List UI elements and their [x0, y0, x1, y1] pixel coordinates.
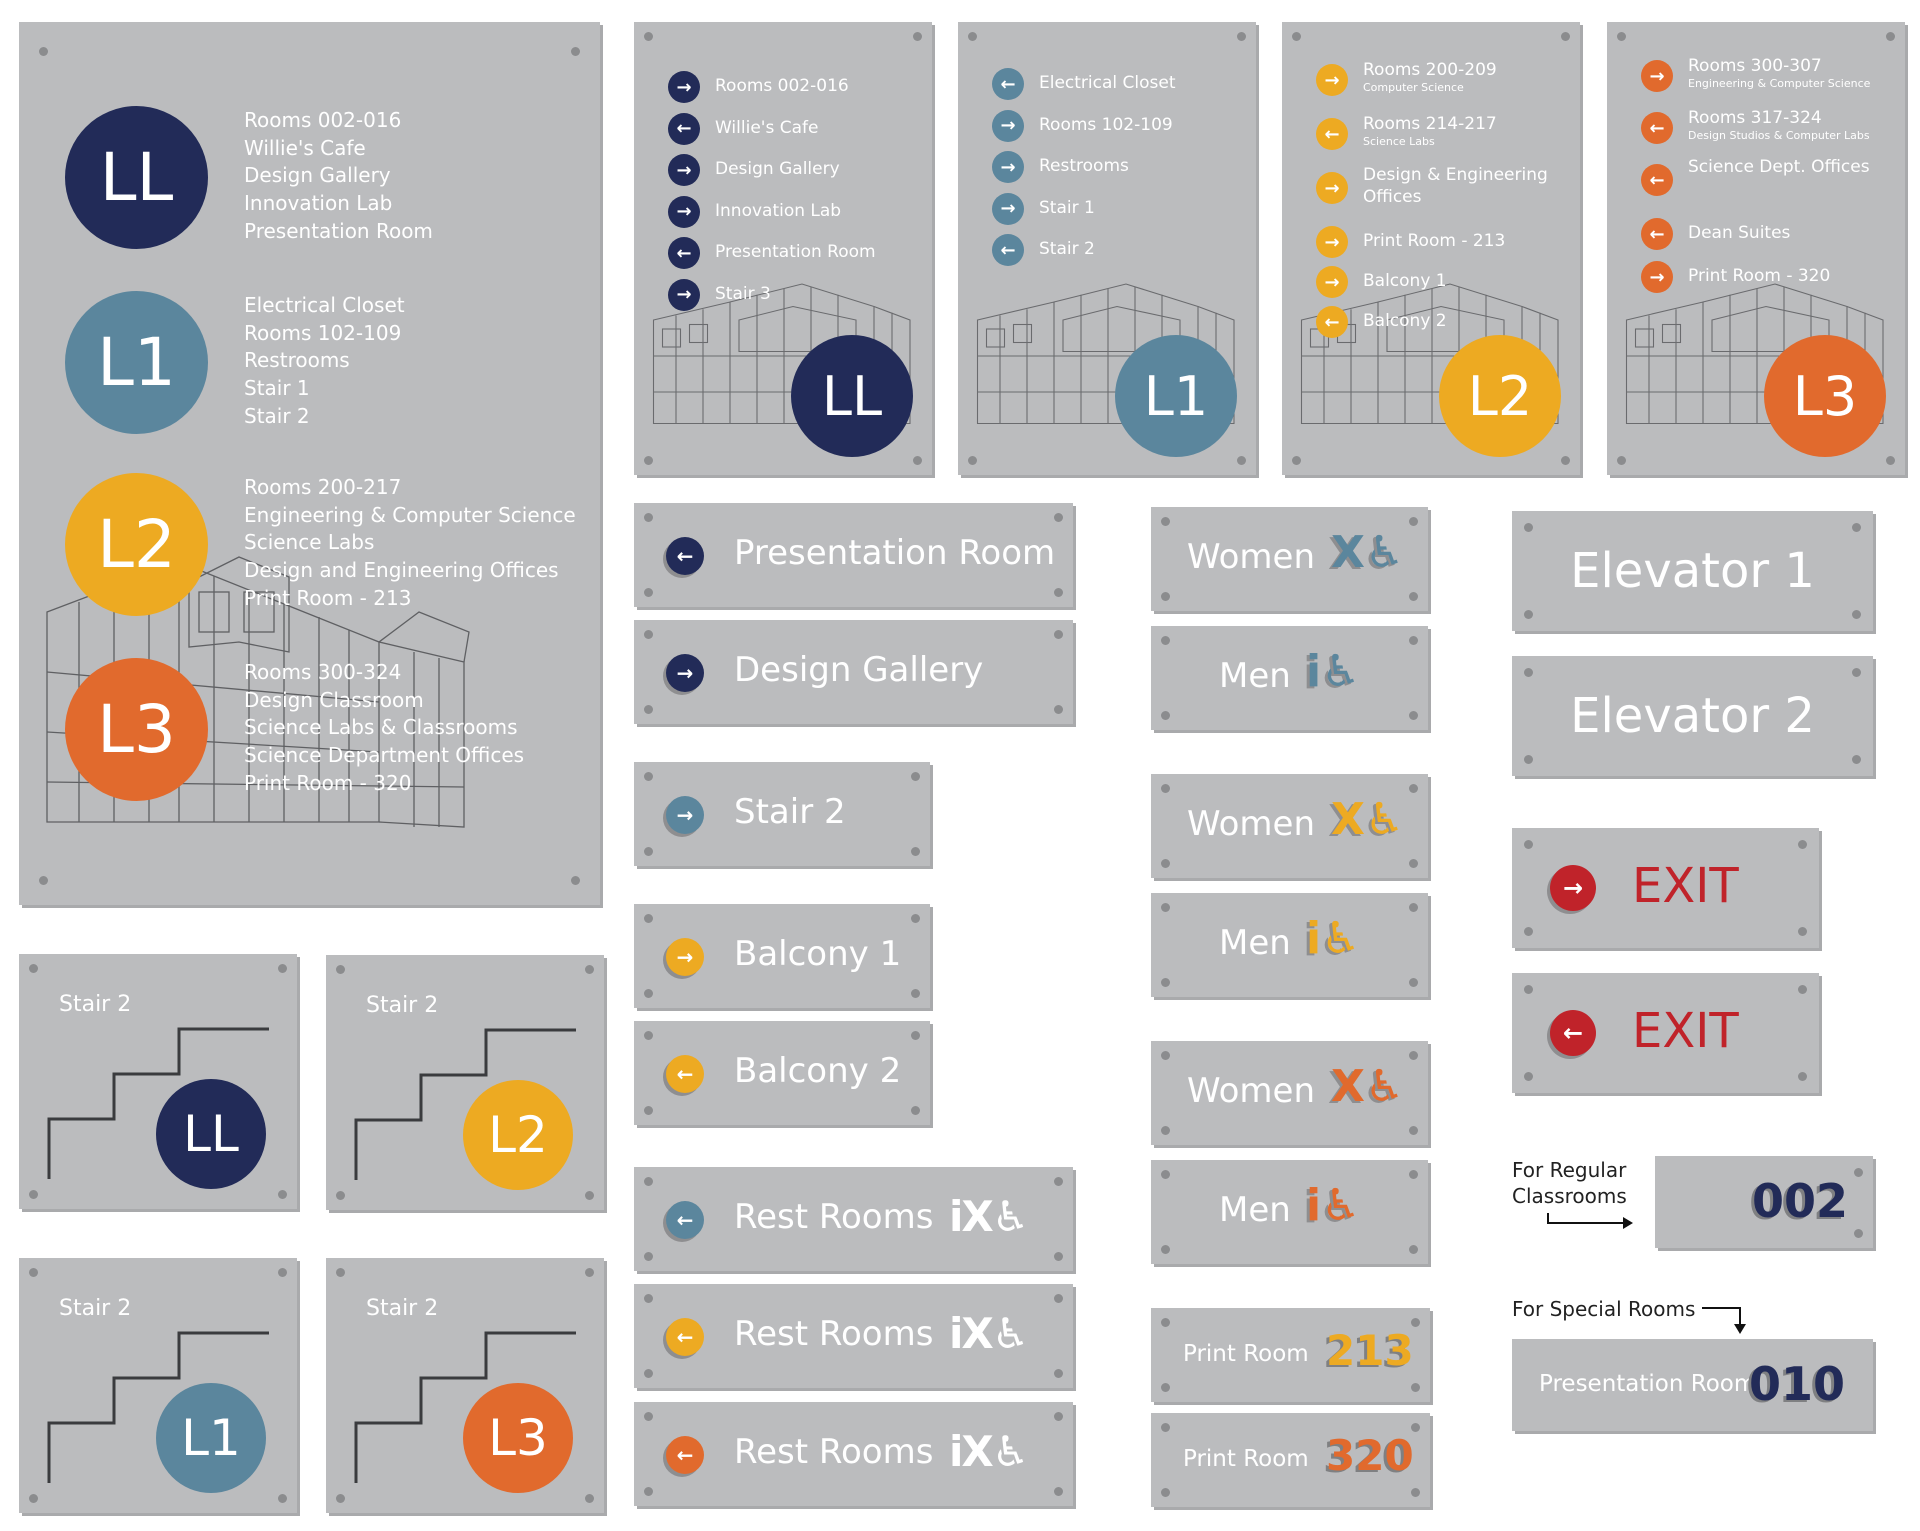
restroom-icon: X♿ [1331, 794, 1405, 845]
directory-item: Science Labs [244, 530, 375, 555]
exit-sign [1512, 973, 1819, 1093]
exit-label: EXIT [1632, 1003, 1739, 1059]
floor-sign-item: Stair 3 [715, 283, 771, 304]
arrow-icon: → [992, 193, 1024, 225]
level-badge: LL [791, 335, 913, 457]
restroom-icon: X♿ [1331, 1061, 1405, 1112]
arrow-icon: ← [1316, 306, 1348, 338]
print-room-label: Print Room [1183, 1341, 1309, 1367]
directory-item: Electrical Closet [244, 293, 405, 317]
floor-sign-item: Restrooms [1039, 156, 1129, 176]
directional-label: Design Gallery [734, 650, 984, 690]
arrow-icon: ← [666, 1201, 704, 1239]
arrow-down-icon [1700, 1302, 1750, 1336]
level-badge: L3 [463, 1383, 573, 1493]
restroom-icon: iX♿ [949, 1427, 1028, 1476]
floor-sign-item: Rooms 200-209 [1363, 60, 1497, 80]
restroom-sign [1151, 1041, 1428, 1145]
directional-label: Balcony 1 [734, 934, 902, 974]
directory-item: Restrooms [244, 348, 350, 373]
arrow-icon: → [666, 796, 704, 834]
arrow-icon: ← [1316, 118, 1348, 150]
arrow-icon: → [668, 196, 700, 228]
print-room-label: Print Room [1183, 1446, 1309, 1472]
directional-label: Presentation Room [734, 533, 1056, 573]
arrow-icon: → [1316, 64, 1348, 96]
floor-sign-item: Rooms 214-217 [1363, 114, 1497, 134]
arrow-icon: ← [992, 68, 1024, 100]
floor-sign-item: Design & Engineering Offices [1363, 165, 1548, 207]
floor-sign-item: Rooms 300-307 [1688, 56, 1822, 76]
floor-sign-item: Presentation Room [715, 242, 876, 262]
arrow-icon: → [992, 110, 1024, 142]
directory-item: Presentation Room [244, 218, 433, 243]
stair-sign-label: Stair 2 [59, 1296, 132, 1321]
special-room-sign [1512, 1339, 1873, 1431]
directory-item: Design and Engineering Offices [244, 558, 559, 583]
floor-sign-item: Innovation Lab [715, 200, 842, 221]
regular-room-sign [1655, 1156, 1873, 1248]
directional-label: Stair 2 [734, 792, 846, 832]
floor-sign-l1 [958, 22, 1256, 475]
stair-sign-label: Stair 2 [366, 1296, 439, 1321]
directory-item: Design Gallery [244, 163, 391, 188]
directional-label: Rest Rooms [734, 1197, 934, 1237]
directory-item: Innovation Lab [244, 191, 393, 216]
floor-sign-l3 [1607, 22, 1905, 475]
floor-sign-item: Rooms 102-109 [1039, 114, 1173, 135]
directory-sign [19, 22, 600, 905]
floor-sign-ll [634, 22, 932, 475]
restroom-icon: i♿ [1306, 1180, 1361, 1231]
directional-sign [634, 503, 1073, 607]
print-room-number: 320 [1326, 1431, 1414, 1480]
directory-item: Science Labs & Classrooms [244, 715, 518, 740]
restroom-sign [1151, 893, 1428, 997]
directory-item: Stair 2 [244, 403, 310, 428]
stair-sign [19, 954, 297, 1209]
elevator-label: Elevator 2 [1570, 688, 1815, 744]
restroom-label: Men [1219, 656, 1291, 696]
arrow-icon: ← [992, 234, 1024, 266]
stair-sign [326, 955, 604, 1210]
arrow-icon: ← [666, 1055, 704, 1093]
floor-sign-item: Print Room - 320 [1688, 266, 1831, 286]
arrow-icon: → [1641, 60, 1673, 92]
directory-item: Print Room - 320 [244, 770, 412, 795]
directional-sign [634, 1402, 1073, 1506]
level-badge: L3 [1764, 335, 1886, 457]
level-l2-badge: L2 [65, 473, 208, 616]
restroom-label: Women [1187, 804, 1316, 844]
floor-sign-item: Design Gallery [715, 159, 840, 179]
special-room-number: 010 [1748, 1357, 1845, 1411]
elevator-sign [1512, 656, 1873, 776]
arrow-icon: → [668, 71, 700, 103]
floor-sign-subitem: Computer Science [1363, 81, 1464, 94]
floor-sign-item: Rooms 002-016 [715, 76, 849, 96]
directory-item: Stair 1 [244, 376, 310, 401]
floor-sign-item: Stair 2 [1039, 239, 1095, 259]
restroom-icon: i♿ [1306, 646, 1361, 697]
floor-sign-subitem: Design Studios & Computer Labs [1688, 129, 1870, 142]
arrow-icon: ← [1641, 112, 1673, 144]
directional-sign [634, 762, 930, 866]
directional-label: Rest Rooms [734, 1432, 934, 1472]
floor-sign-item: Balcony 1 [1363, 271, 1447, 291]
stair-sign [19, 1258, 297, 1513]
special-room-label: Presentation Room [1539, 1371, 1757, 1397]
directory-item: Science Department Offices [244, 743, 525, 768]
print-room-sign [1151, 1413, 1430, 1507]
floor-sign-item: Rooms 317-324 [1688, 108, 1822, 128]
arrow-icon: → [668, 279, 700, 311]
exit-label: EXIT [1632, 858, 1739, 914]
regular-rooms-caption: For Regular Classrooms [1512, 1158, 1627, 1208]
floor-sign-l2 [1282, 22, 1580, 475]
arrow-icon: → [666, 938, 704, 976]
arrow-icon: ← [668, 113, 700, 145]
arrow-icon: → [992, 151, 1024, 183]
directory-item: Engineering & Computer Science [244, 502, 576, 527]
directory-item: Willie's Cafe [244, 135, 366, 160]
floor-sign-item: Science Dept. Offices [1688, 157, 1870, 177]
arrow-icon: ← [1641, 218, 1673, 250]
directional-label: Balcony 2 [734, 1051, 902, 1091]
arrow-icon: → [1641, 261, 1673, 293]
arrow-icon: ← [1641, 164, 1673, 196]
elevator-sign [1512, 511, 1873, 631]
floor-sign-item: Willie's Cafe [715, 117, 819, 138]
elevator-label: Elevator 1 [1570, 543, 1815, 599]
directional-sign [634, 1021, 930, 1125]
restroom-label: Men [1219, 1190, 1291, 1230]
arrow-icon: → [1550, 865, 1596, 911]
floor-sign-subitem: Engineering & Computer Science [1688, 77, 1871, 90]
directional-label: Rest Rooms [734, 1314, 934, 1354]
restroom-label: Men [1219, 923, 1291, 963]
arrow-icon: ← [668, 237, 700, 269]
arrow-icon: → [1316, 226, 1348, 258]
level-l3-badge: L3 [65, 658, 208, 801]
stair-sign-label: Stair 2 [59, 992, 132, 1017]
floor-sign-item: Dean Suites [1688, 223, 1791, 243]
directory-item: Rooms 002-016 [244, 108, 402, 132]
arrow-icon: ← [1550, 1010, 1596, 1056]
directional-sign [634, 1284, 1073, 1388]
directory-item: Rooms 200-217 [244, 475, 402, 499]
floor-sign-item: Balcony 2 [1363, 311, 1447, 331]
directory-item: Design Classroom [244, 687, 424, 712]
level-badge: LL [156, 1079, 266, 1189]
floor-sign-item: Print Room - 213 [1363, 231, 1506, 251]
restroom-sign [1151, 626, 1428, 730]
floor-sign-subitem: Science Labs [1363, 135, 1435, 148]
stair-sign [326, 1258, 604, 1513]
directory-item: Print Room - 213 [244, 585, 412, 610]
floor-sign-item: Stair 1 [1039, 197, 1095, 218]
restroom-icon: X♿ [1331, 527, 1405, 578]
restroom-icon: iX♿ [949, 1309, 1028, 1358]
arrow-right-icon [1545, 1210, 1635, 1230]
level-ll-badge: LL [65, 106, 208, 249]
restroom-icon: i♿ [1306, 913, 1361, 964]
exit-sign [1512, 828, 1819, 948]
restroom-sign [1151, 774, 1428, 878]
special-rooms-caption: For Special Rooms [1512, 1297, 1696, 1321]
arrow-icon: → [668, 154, 700, 186]
arrow-icon: → [1316, 172, 1348, 204]
level-badge: L1 [156, 1383, 266, 1493]
level-badge: L1 [1115, 335, 1237, 457]
stair-sign-label: Stair 2 [366, 993, 439, 1018]
restroom-sign [1151, 1160, 1428, 1264]
arrow-icon: → [1316, 266, 1348, 298]
level-l1-badge: L1 [65, 291, 208, 434]
arrow-icon: ← [666, 537, 704, 575]
arrow-icon: ← [666, 1318, 704, 1356]
restroom-label: Women [1187, 537, 1316, 577]
level-badge: L2 [463, 1080, 573, 1190]
directory-item: Rooms 102-109 [244, 320, 402, 345]
room-number: 002 [1751, 1174, 1848, 1228]
arrow-icon: ← [666, 1436, 704, 1474]
restroom-icon: iX♿ [949, 1192, 1028, 1241]
directional-sign [634, 1167, 1073, 1271]
restroom-label: Women [1187, 1071, 1316, 1111]
arrow-icon: → [666, 654, 704, 692]
print-room-number: 213 [1326, 1326, 1414, 1375]
level-badge: L2 [1439, 335, 1561, 457]
directory-item: Rooms 300-324 [244, 660, 402, 684]
floor-sign-item: Electrical Closet [1039, 73, 1176, 93]
directional-sign [634, 620, 1073, 724]
directional-sign [634, 904, 930, 1008]
restroom-sign [1151, 507, 1428, 611]
print-room-sign [1151, 1308, 1430, 1402]
